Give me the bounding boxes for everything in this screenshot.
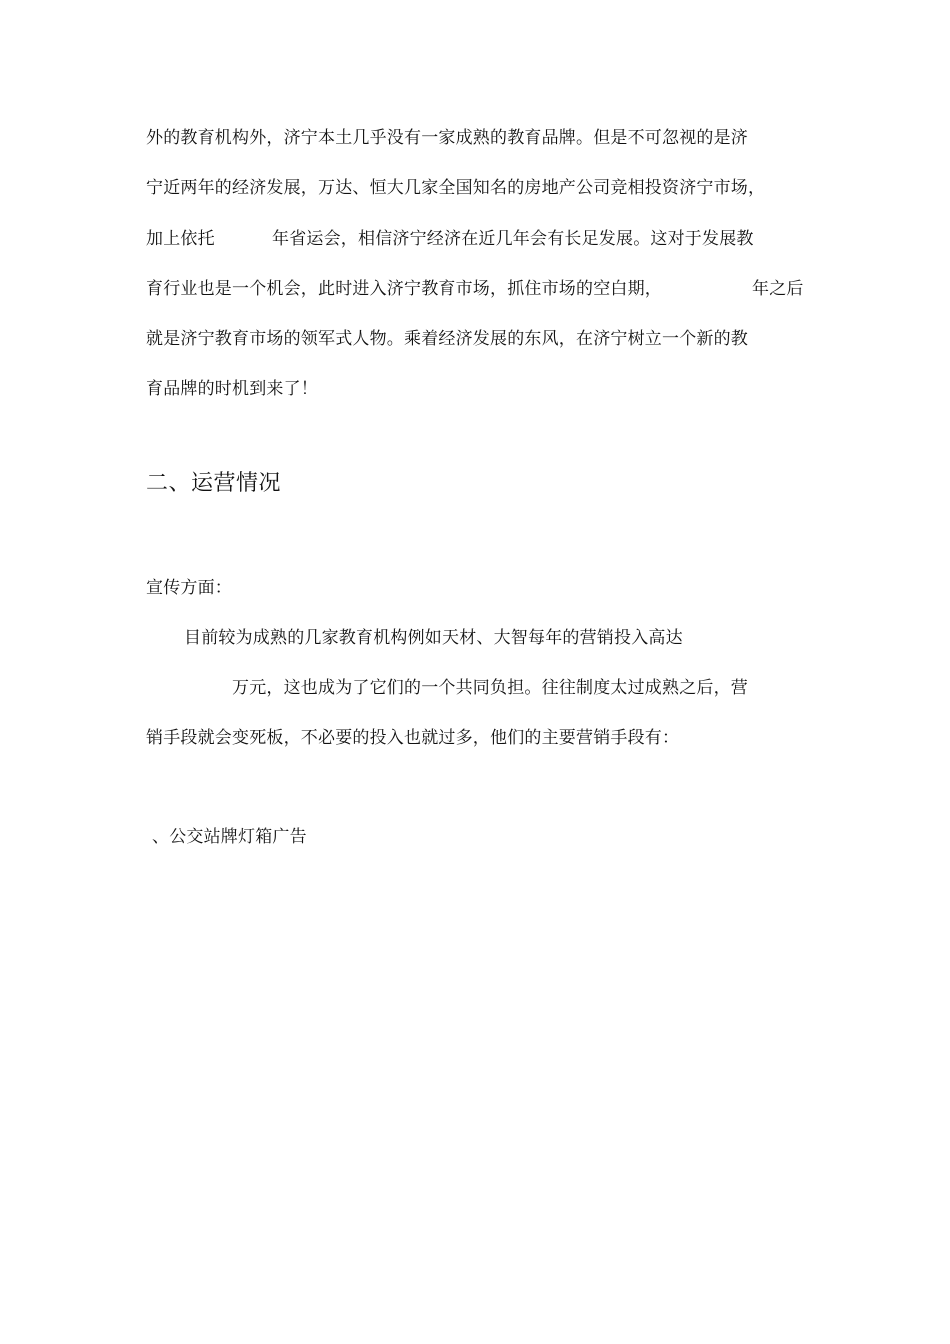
- paragraph1-line-3a: 加上依托: [146, 229, 215, 249]
- paragraph1-line-5: 就是济宁教育市场的领军式人物。乘着经济发展的东风，在济宁树立一个新的教: [146, 329, 748, 349]
- paragraph1-line-4a: 育行业也是一个机会，此时进入济宁教育市场，抓住市场的空白期，: [146, 279, 662, 299]
- section-subheading: 宣传方面：: [146, 578, 232, 598]
- section-paragraph-line-3: 销手段就会变死板，不必要的投入也就过多，他们的主要营销手段有：: [146, 728, 680, 748]
- paragraph1-line-4b: 年之后: [752, 279, 804, 299]
- section-paragraph-line-2: 万元，这也成为了它们的一个共同负担。往往制度太过成熟之后，营: [232, 678, 748, 698]
- paragraph1-line-1: 外的教育机构外，济宁本土几乎没有一家成熟的教育品牌。但是不可忽视的是济: [146, 128, 748, 148]
- paragraph1-line-2: 宁近两年的经济发展，万达、恒大几家全国知名的房地产公司竞相投资济宁市场，: [146, 178, 766, 198]
- list-item: 、公交站牌灯箱广告: [152, 827, 307, 847]
- paragraph1-line-3b: 年省运会，相信济宁经济在近几年会有长足发展。这对于发展教: [272, 229, 754, 249]
- section-heading: 二、运营情况: [146, 471, 282, 496]
- section-paragraph-line-1: 目前较为成熟的几家教育机构例如天材、大智每年的营销投入高达: [184, 628, 683, 648]
- paragraph1-line-6: 育品牌的时机到来了！: [146, 379, 318, 399]
